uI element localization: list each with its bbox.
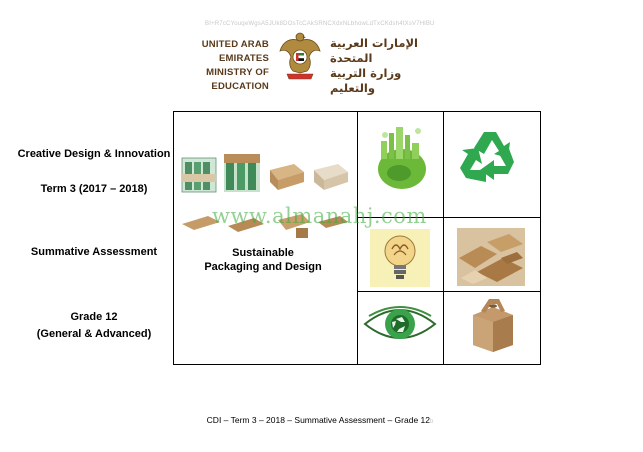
recycle-symbol-icon	[458, 128, 522, 190]
eye-recycle-icon	[363, 302, 437, 346]
page-footer	[180, 415, 460, 425]
footer-text: CDI – Term 3 – 2018 – Summative Assessment – Grade 12	[206, 415, 430, 425]
caption-line2: Packaging and Design	[204, 261, 322, 273]
green-city-globe-icon	[371, 121, 433, 195]
grid-divider	[357, 291, 541, 292]
assessment-label: Summative Assessment	[30, 246, 158, 258]
ministry-name-arabic	[330, 36, 450, 96]
ministry-en-line2: MINISTRY OF EDUCATION	[206, 67, 269, 92]
collage-caption	[190, 246, 336, 274]
watermark-code: BI+R7cCYouqeWgsA5JUk8DOsTcCAkSRNCXdxNLbhowLdTxCKdsh4tXsV7HlBU	[205, 21, 435, 27]
footer-trail: b	[429, 419, 434, 425]
ministry-name-english	[149, 38, 269, 94]
site-watermark: www.almanahj.com	[212, 204, 427, 228]
eco-packaging-collage-icon	[178, 150, 353, 245]
course-title: Creative Design & Innovation	[17, 148, 171, 160]
lightbulb-idea-icon	[370, 229, 430, 287]
grid-divider	[443, 111, 444, 365]
caption-line1: Sustainable	[232, 247, 294, 259]
track-label: (General & Advanced)	[36, 328, 152, 340]
grid-divider	[357, 111, 358, 365]
ministry-ar-line1: الإمارات العربية المتحدة	[330, 36, 418, 65]
cardboard-box-icon	[463, 295, 519, 353]
uae-falcon-emblem-icon	[277, 27, 323, 83]
grade-label: Grade 12	[70, 311, 118, 323]
ministry-ar-line2: وزارة التربية والتعليم	[330, 66, 402, 95]
ministry-en-line1: UNITED ARAB EMIRATES	[201, 39, 269, 64]
term-label: Term 3 (2017 – 2018)	[40, 183, 148, 195]
cardboard-pile-icon	[457, 228, 525, 286]
